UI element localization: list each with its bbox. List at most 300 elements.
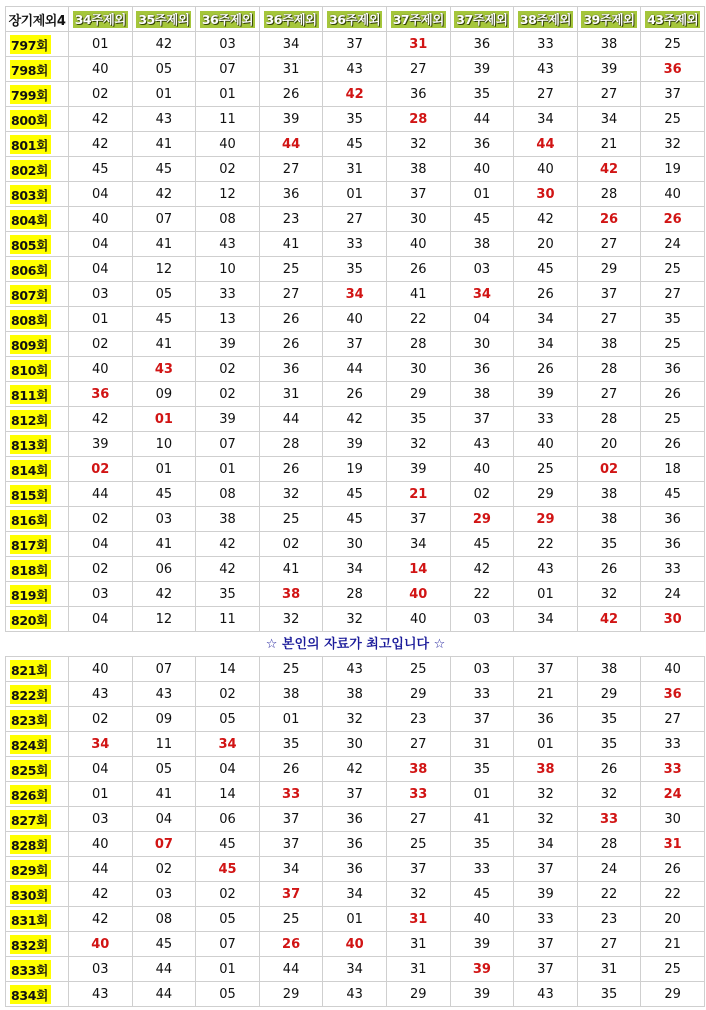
number-cell: 34 bbox=[514, 107, 578, 132]
number-cell: 02 bbox=[69, 707, 133, 732]
number-cell: 36 bbox=[641, 532, 705, 557]
number-cell: 03 bbox=[69, 807, 133, 832]
number-cell: 33 bbox=[514, 32, 578, 57]
number-cell: 42 bbox=[577, 607, 641, 632]
number-cell: 01 bbox=[323, 907, 387, 932]
number-cell: 28 bbox=[577, 407, 641, 432]
table-row bbox=[6, 232, 705, 257]
number-cell: 40 bbox=[323, 932, 387, 957]
number-cell: 32 bbox=[259, 482, 323, 507]
header-cell bbox=[641, 7, 705, 32]
number-cell: 24 bbox=[641, 582, 705, 607]
number-cell: 39 bbox=[577, 57, 641, 82]
number-cell: 45 bbox=[132, 932, 196, 957]
number-cell: 27 bbox=[323, 207, 387, 232]
number-cell: 25 bbox=[386, 657, 450, 682]
round-label: 802회 bbox=[10, 160, 51, 179]
round-label-cell bbox=[6, 982, 69, 1007]
number-cell: 45 bbox=[132, 157, 196, 182]
number-cell: 32 bbox=[514, 782, 578, 807]
number-cell: 30 bbox=[514, 182, 578, 207]
number-cell: 02 bbox=[196, 682, 260, 707]
header-label: 37주제외 bbox=[456, 12, 508, 27]
number-cell: 26 bbox=[386, 257, 450, 282]
number-cell: 25 bbox=[386, 832, 450, 857]
number-cell: 02 bbox=[132, 857, 196, 882]
number-cell: 09 bbox=[132, 382, 196, 407]
round-label-cell bbox=[6, 82, 69, 107]
number-cell: 45 bbox=[196, 832, 260, 857]
round-label-cell bbox=[6, 232, 69, 257]
table-row bbox=[6, 257, 705, 282]
number-cell: 42 bbox=[450, 557, 514, 582]
header-cell bbox=[386, 7, 450, 32]
number-cell: 34 bbox=[259, 857, 323, 882]
number-cell: 43 bbox=[69, 982, 133, 1007]
number-cell: 33 bbox=[514, 907, 578, 932]
table-row bbox=[6, 582, 705, 607]
round-label-cell bbox=[6, 107, 69, 132]
number-cell: 42 bbox=[323, 82, 387, 107]
number-cell: 40 bbox=[641, 657, 705, 682]
number-cell: 45 bbox=[323, 132, 387, 157]
header-cell bbox=[259, 7, 323, 32]
number-cell: 05 bbox=[196, 707, 260, 732]
number-cell: 31 bbox=[641, 832, 705, 857]
number-cell: 26 bbox=[641, 382, 705, 407]
table-row bbox=[6, 782, 705, 807]
number-cell: 05 bbox=[196, 982, 260, 1007]
number-cell: 42 bbox=[132, 182, 196, 207]
number-cell: 11 bbox=[196, 607, 260, 632]
number-cell: 35 bbox=[577, 532, 641, 557]
number-cell: 01 bbox=[514, 582, 578, 607]
number-cell: 43 bbox=[514, 557, 578, 582]
number-cell: 42 bbox=[69, 132, 133, 157]
header-cell bbox=[69, 7, 133, 32]
number-cell: 01 bbox=[69, 32, 133, 57]
number-cell: 04 bbox=[196, 757, 260, 782]
table-row bbox=[6, 607, 705, 632]
round-label-cell bbox=[6, 282, 69, 307]
number-cell: 45 bbox=[132, 482, 196, 507]
number-cell: 33 bbox=[641, 732, 705, 757]
round-label: 825회 bbox=[10, 760, 51, 779]
number-cell: 35 bbox=[450, 82, 514, 107]
round-label: 807회 bbox=[10, 285, 51, 304]
round-label-cell bbox=[6, 182, 69, 207]
table-row bbox=[6, 457, 705, 482]
round-label-cell bbox=[6, 507, 69, 532]
number-cell: 05 bbox=[132, 757, 196, 782]
number-cell: 34 bbox=[69, 732, 133, 757]
round-label-cell bbox=[6, 157, 69, 182]
results-table-top bbox=[5, 6, 705, 632]
number-cell: 22 bbox=[514, 532, 578, 557]
number-cell: 03 bbox=[450, 257, 514, 282]
number-cell: 35 bbox=[259, 732, 323, 757]
table-row bbox=[6, 332, 705, 357]
round-label-cell bbox=[6, 557, 69, 582]
number-cell: 28 bbox=[259, 432, 323, 457]
number-cell: 21 bbox=[577, 132, 641, 157]
number-cell: 26 bbox=[259, 457, 323, 482]
number-cell: 40 bbox=[450, 457, 514, 482]
round-label-cell bbox=[6, 457, 69, 482]
number-cell: 33 bbox=[323, 232, 387, 257]
number-cell: 29 bbox=[450, 507, 514, 532]
number-cell: 35 bbox=[196, 582, 260, 607]
number-cell: 41 bbox=[132, 232, 196, 257]
round-label: 803회 bbox=[10, 185, 51, 204]
number-cell: 38 bbox=[196, 507, 260, 532]
notice-banner: ☆ 본인의 자료가 최고입니다 ☆ bbox=[265, 637, 446, 652]
number-cell: 02 bbox=[69, 82, 133, 107]
table-row bbox=[6, 532, 705, 557]
number-cell: 31 bbox=[259, 382, 323, 407]
number-cell: 07 bbox=[132, 657, 196, 682]
number-cell: 27 bbox=[259, 157, 323, 182]
number-cell: 05 bbox=[132, 57, 196, 82]
round-label: 834회 bbox=[10, 985, 51, 1004]
round-label-cell bbox=[6, 332, 69, 357]
number-cell: 04 bbox=[132, 807, 196, 832]
number-cell: 38 bbox=[577, 32, 641, 57]
number-cell: 19 bbox=[323, 457, 387, 482]
number-cell: 31 bbox=[386, 932, 450, 957]
round-label: 801회 bbox=[10, 135, 51, 154]
number-cell: 20 bbox=[514, 232, 578, 257]
number-cell: 20 bbox=[577, 432, 641, 457]
number-cell: 38 bbox=[577, 507, 641, 532]
header-first-cell: 장기제외4 bbox=[6, 7, 69, 32]
round-label-cell bbox=[6, 882, 69, 907]
number-cell: 34 bbox=[323, 557, 387, 582]
number-cell: 01 bbox=[196, 457, 260, 482]
table-row bbox=[6, 707, 705, 732]
number-cell: 44 bbox=[259, 132, 323, 157]
number-cell: 29 bbox=[386, 382, 450, 407]
number-cell: 14 bbox=[386, 557, 450, 582]
number-cell: 44 bbox=[259, 957, 323, 982]
table-row bbox=[6, 932, 705, 957]
number-cell: 36 bbox=[259, 357, 323, 382]
number-cell: 43 bbox=[132, 357, 196, 382]
number-cell: 42 bbox=[514, 207, 578, 232]
number-cell: 01 bbox=[323, 182, 387, 207]
number-cell: 40 bbox=[69, 57, 133, 82]
number-cell: 39 bbox=[450, 57, 514, 82]
number-cell: 34 bbox=[514, 332, 578, 357]
number-cell: 03 bbox=[132, 507, 196, 532]
number-cell: 04 bbox=[69, 182, 133, 207]
header-label: 36주제외 bbox=[329, 12, 381, 27]
number-cell: 44 bbox=[132, 957, 196, 982]
number-cell: 27 bbox=[641, 707, 705, 732]
number-cell: 01 bbox=[132, 457, 196, 482]
number-cell: 35 bbox=[323, 257, 387, 282]
round-label: 822회 bbox=[10, 685, 51, 704]
number-cell: 03 bbox=[450, 607, 514, 632]
number-cell: 21 bbox=[386, 482, 450, 507]
round-label: 826회 bbox=[10, 785, 51, 804]
number-cell: 36 bbox=[641, 682, 705, 707]
number-cell: 44 bbox=[132, 982, 196, 1007]
table-row bbox=[6, 432, 705, 457]
number-cell: 42 bbox=[323, 757, 387, 782]
number-cell: 26 bbox=[514, 282, 578, 307]
number-cell: 45 bbox=[323, 482, 387, 507]
number-cell: 39 bbox=[514, 382, 578, 407]
table-row bbox=[6, 382, 705, 407]
number-cell: 40 bbox=[69, 932, 133, 957]
number-cell: 03 bbox=[450, 657, 514, 682]
number-cell: 38 bbox=[450, 232, 514, 257]
number-cell: 35 bbox=[641, 307, 705, 332]
number-cell: 38 bbox=[450, 382, 514, 407]
table-row bbox=[6, 357, 705, 382]
number-cell: 36 bbox=[450, 357, 514, 382]
round-label-cell bbox=[6, 707, 69, 732]
number-cell: 35 bbox=[577, 732, 641, 757]
round-label-cell bbox=[6, 957, 69, 982]
number-cell: 01 bbox=[450, 182, 514, 207]
table-row bbox=[6, 657, 705, 682]
number-cell: 35 bbox=[450, 757, 514, 782]
number-cell: 45 bbox=[450, 532, 514, 557]
number-cell: 41 bbox=[386, 282, 450, 307]
round-label-cell bbox=[6, 907, 69, 932]
number-cell: 19 bbox=[641, 157, 705, 182]
header-cell bbox=[450, 7, 514, 32]
number-cell: 01 bbox=[196, 957, 260, 982]
number-cell: 22 bbox=[641, 882, 705, 907]
number-cell: 29 bbox=[577, 682, 641, 707]
number-cell: 44 bbox=[69, 482, 133, 507]
number-cell: 31 bbox=[259, 57, 323, 82]
number-cell: 43 bbox=[69, 682, 133, 707]
number-cell: 33 bbox=[259, 782, 323, 807]
round-label-cell bbox=[6, 782, 69, 807]
header-cell bbox=[577, 7, 641, 32]
number-cell: 03 bbox=[196, 32, 260, 57]
table-row bbox=[6, 107, 705, 132]
number-cell: 09 bbox=[132, 707, 196, 732]
number-cell: 37 bbox=[386, 507, 450, 532]
number-cell: 02 bbox=[69, 457, 133, 482]
table-row bbox=[6, 307, 705, 332]
number-cell: 31 bbox=[577, 957, 641, 982]
number-cell: 08 bbox=[132, 907, 196, 932]
number-cell: 28 bbox=[386, 107, 450, 132]
number-cell: 42 bbox=[196, 557, 260, 582]
table-row bbox=[6, 407, 705, 432]
number-cell: 29 bbox=[386, 682, 450, 707]
number-cell: 36 bbox=[450, 32, 514, 57]
round-label: 812회 bbox=[10, 410, 51, 429]
number-cell: 03 bbox=[132, 882, 196, 907]
number-cell: 11 bbox=[196, 107, 260, 132]
round-label: 827회 bbox=[10, 810, 51, 829]
number-cell: 18 bbox=[641, 457, 705, 482]
number-cell: 38 bbox=[577, 482, 641, 507]
round-label-cell bbox=[6, 57, 69, 82]
number-cell: 40 bbox=[514, 157, 578, 182]
number-cell: 32 bbox=[323, 607, 387, 632]
number-cell: 43 bbox=[132, 682, 196, 707]
round-label-cell bbox=[6, 432, 69, 457]
number-cell: 41 bbox=[132, 532, 196, 557]
number-cell: 01 bbox=[259, 707, 323, 732]
round-label: 809회 bbox=[10, 335, 51, 354]
number-cell: 24 bbox=[577, 857, 641, 882]
number-cell: 26 bbox=[259, 307, 323, 332]
number-cell: 24 bbox=[641, 232, 705, 257]
number-cell: 30 bbox=[641, 607, 705, 632]
round-label: 798회 bbox=[10, 60, 51, 79]
number-cell: 25 bbox=[641, 107, 705, 132]
number-cell: 38 bbox=[577, 657, 641, 682]
header-label: 34주제외 bbox=[74, 12, 126, 27]
number-cell: 03 bbox=[69, 957, 133, 982]
number-cell: 36 bbox=[514, 707, 578, 732]
number-cell: 26 bbox=[641, 207, 705, 232]
table-row bbox=[6, 157, 705, 182]
round-label-cell bbox=[6, 357, 69, 382]
number-cell: 39 bbox=[450, 957, 514, 982]
number-cell: 33 bbox=[196, 282, 260, 307]
number-cell: 39 bbox=[514, 882, 578, 907]
number-cell: 38 bbox=[259, 682, 323, 707]
round-label: 830회 bbox=[10, 885, 51, 904]
number-cell: 36 bbox=[323, 807, 387, 832]
number-cell: 30 bbox=[641, 807, 705, 832]
number-cell: 27 bbox=[577, 932, 641, 957]
number-cell: 42 bbox=[196, 532, 260, 557]
round-label: 821회 bbox=[10, 660, 51, 679]
number-cell: 26 bbox=[259, 757, 323, 782]
number-cell: 12 bbox=[132, 257, 196, 282]
number-cell: 25 bbox=[641, 332, 705, 357]
number-cell: 38 bbox=[323, 682, 387, 707]
number-cell: 45 bbox=[450, 207, 514, 232]
number-cell: 40 bbox=[641, 182, 705, 207]
number-cell: 32 bbox=[577, 782, 641, 807]
header-cell bbox=[132, 7, 196, 32]
number-cell: 36 bbox=[641, 57, 705, 82]
number-cell: 28 bbox=[577, 357, 641, 382]
number-cell: 45 bbox=[196, 857, 260, 882]
number-cell: 38 bbox=[577, 332, 641, 357]
table-row bbox=[6, 82, 705, 107]
table-row bbox=[6, 807, 705, 832]
round-label-cell bbox=[6, 407, 69, 432]
number-cell: 43 bbox=[132, 107, 196, 132]
number-cell: 32 bbox=[386, 882, 450, 907]
number-cell: 22 bbox=[386, 307, 450, 332]
header-label: 43주제외 bbox=[647, 12, 699, 27]
number-cell: 33 bbox=[450, 857, 514, 882]
number-cell: 40 bbox=[386, 582, 450, 607]
number-cell: 31 bbox=[386, 957, 450, 982]
number-cell: 27 bbox=[577, 307, 641, 332]
number-cell: 45 bbox=[641, 482, 705, 507]
number-cell: 25 bbox=[259, 257, 323, 282]
number-cell: 42 bbox=[577, 157, 641, 182]
number-cell: 34 bbox=[323, 882, 387, 907]
number-cell: 36 bbox=[641, 357, 705, 382]
round-label: 833회 bbox=[10, 960, 51, 979]
table-row bbox=[6, 757, 705, 782]
number-cell: 23 bbox=[386, 707, 450, 732]
number-cell: 40 bbox=[514, 432, 578, 457]
number-cell: 03 bbox=[69, 582, 133, 607]
number-cell: 43 bbox=[323, 57, 387, 82]
number-cell: 45 bbox=[69, 157, 133, 182]
table-row bbox=[6, 882, 705, 907]
number-cell: 02 bbox=[69, 557, 133, 582]
number-cell: 28 bbox=[577, 182, 641, 207]
number-cell: 07 bbox=[132, 207, 196, 232]
number-cell: 10 bbox=[196, 257, 260, 282]
number-cell: 26 bbox=[259, 932, 323, 957]
round-label: 804회 bbox=[10, 210, 51, 229]
table-row bbox=[6, 507, 705, 532]
number-cell: 01 bbox=[196, 82, 260, 107]
number-cell: 05 bbox=[132, 282, 196, 307]
round-label: 816회 bbox=[10, 510, 51, 529]
number-cell: 40 bbox=[69, 832, 133, 857]
round-label: 811회 bbox=[10, 385, 51, 404]
number-cell: 25 bbox=[641, 407, 705, 432]
round-label: 824회 bbox=[10, 735, 51, 754]
table-row bbox=[6, 557, 705, 582]
number-cell: 30 bbox=[323, 532, 387, 557]
round-label: 828회 bbox=[10, 835, 51, 854]
number-cell: 05 bbox=[196, 907, 260, 932]
table-row bbox=[6, 957, 705, 982]
number-cell: 02 bbox=[69, 507, 133, 532]
number-cell: 36 bbox=[323, 832, 387, 857]
round-label: 799회 bbox=[10, 85, 51, 104]
number-cell: 34 bbox=[514, 832, 578, 857]
number-cell: 36 bbox=[641, 507, 705, 532]
number-cell: 41 bbox=[132, 132, 196, 157]
number-cell: 01 bbox=[69, 782, 133, 807]
number-cell: 44 bbox=[514, 132, 578, 157]
number-cell: 45 bbox=[323, 507, 387, 532]
number-cell: 42 bbox=[132, 582, 196, 607]
number-cell: 34 bbox=[514, 307, 578, 332]
number-cell: 37 bbox=[259, 832, 323, 857]
number-cell: 11 bbox=[132, 732, 196, 757]
number-cell: 01 bbox=[450, 782, 514, 807]
number-cell: 36 bbox=[323, 857, 387, 882]
number-cell: 02 bbox=[196, 882, 260, 907]
number-cell: 36 bbox=[69, 382, 133, 407]
results-body-top bbox=[6, 32, 705, 632]
number-cell: 43 bbox=[450, 432, 514, 457]
number-cell: 25 bbox=[259, 907, 323, 932]
number-cell: 01 bbox=[69, 307, 133, 332]
number-cell: 37 bbox=[577, 282, 641, 307]
number-cell: 26 bbox=[641, 857, 705, 882]
number-cell: 35 bbox=[386, 407, 450, 432]
number-cell: 32 bbox=[514, 807, 578, 832]
number-cell: 41 bbox=[259, 557, 323, 582]
number-cell: 44 bbox=[69, 857, 133, 882]
number-cell: 14 bbox=[196, 657, 260, 682]
